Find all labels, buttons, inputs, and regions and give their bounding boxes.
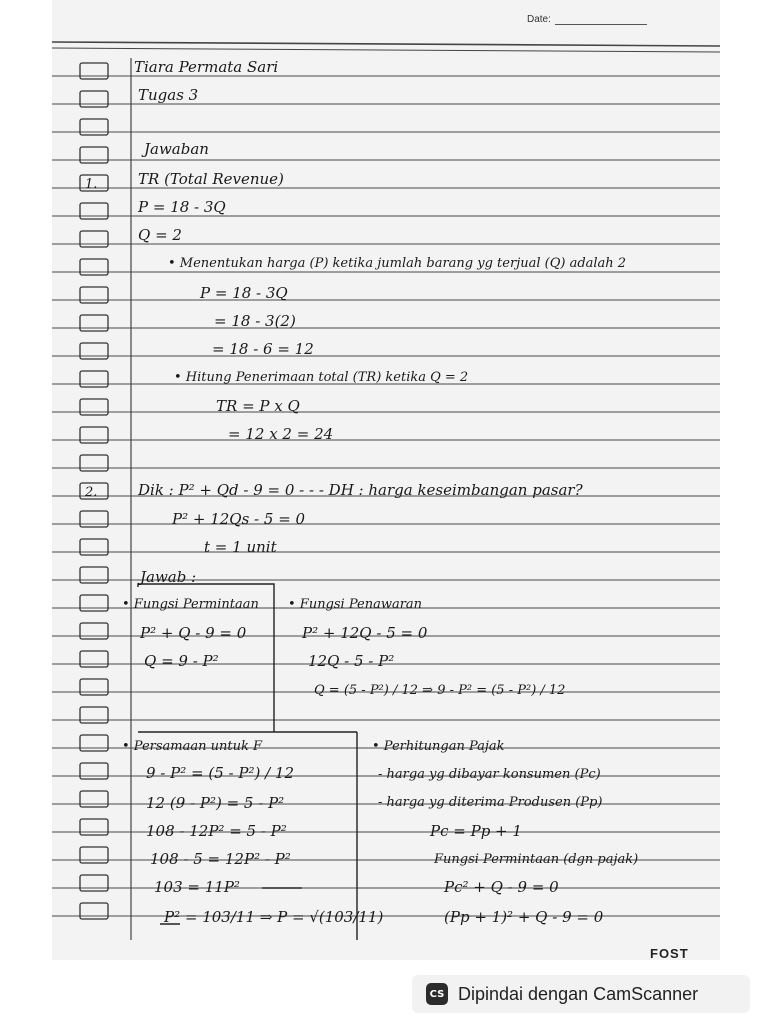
camscanner-label: Dipindai dengan CamScanner bbox=[458, 983, 699, 1004]
price-step-heading: • Menentukan harga (P) ketika jumlah barang yg terjual (Q) adalah 2 bbox=[168, 256, 627, 271]
demand-with-tax-eq: Pc² + Q - 9 = 0 bbox=[444, 878, 559, 896]
demand-function-heading: • Fungsi Permintaan bbox=[122, 597, 259, 612]
supply-function-step: 12Q - 5 - P² bbox=[308, 652, 395, 670]
item-number-2: 2. bbox=[85, 485, 98, 500]
date-line bbox=[555, 24, 647, 25]
producer-price-note: - harga yg diterima Produsen (Pp) bbox=[378, 795, 603, 810]
equation-f-step-2: 12 (9 - P²) = 5 - P² bbox=[146, 794, 285, 812]
tr-heading: TR (Total Revenue) bbox=[138, 170, 284, 188]
tr-result: = 12 x 2 = 24 bbox=[228, 425, 334, 443]
equation-f-step-3: 108 - 12P² = 5 - P² bbox=[146, 822, 287, 840]
demand-with-tax-sub: (Pp + 1)² + Q - 9 = 0 bbox=[444, 908, 604, 926]
tr-formula: TR = P x Q bbox=[216, 397, 300, 415]
supply-given: P² + 12Qs - 5 = 0 bbox=[172, 510, 306, 528]
notebook-page bbox=[52, 0, 720, 960]
date-label: Date: bbox=[527, 14, 551, 25]
student-name: Tiara Permata Sari bbox=[134, 58, 279, 76]
item-number-1: 1. bbox=[85, 177, 98, 192]
demand-function-q: Q = 9 - P² bbox=[144, 652, 219, 670]
equation-f-step-6: P² = 103/11 ⇒ P = √(103/11) bbox=[164, 908, 384, 926]
price-calc-3: = 18 - 6 = 12 bbox=[212, 340, 314, 358]
equation-f-step-1: 9 - P² = (5 - P²) / 12 bbox=[146, 764, 294, 782]
demand-function-eq: P² + Q - 9 = 0 bbox=[140, 624, 247, 642]
quantity-value: Q = 2 bbox=[138, 226, 182, 244]
assignment-title: Tugas 3 bbox=[138, 86, 199, 104]
equation-f-step-5: 103 = 11P² bbox=[154, 878, 240, 896]
tax-heading: • Perhitungan Pajak bbox=[372, 739, 505, 754]
supply-function-q: Q = (5 - P²) / 12 ⇒ 9 - P² = (5 - P²) / 12 bbox=[314, 683, 566, 698]
equation-f-heading: • Persamaan untuk F bbox=[122, 739, 262, 754]
notebook-brand-mark: FOST bbox=[650, 946, 689, 960]
price-calc-2: = 18 - 3(2) bbox=[214, 312, 296, 330]
given-statement: Dik : P² + Qd - 9 = 0 - - - DH : harga keseimbangan pasar? bbox=[138, 481, 583, 499]
supply-function-eq: P² + 12Q - 5 = 0 bbox=[302, 624, 428, 642]
demand-with-tax-heading: Fungsi Permintaan (dgn pajak) bbox=[434, 852, 639, 867]
camscanner-icon: CS bbox=[426, 983, 448, 1005]
price-calc-1: P = 18 - 3Q bbox=[200, 284, 288, 302]
consumer-price-note: - harga yg dibayar konsumen (Pc) bbox=[378, 767, 601, 782]
answer-heading: Jawaban bbox=[144, 140, 209, 158]
tr-step-heading: • Hitung Penerimaan total (TR) ketika Q = 2 bbox=[174, 370, 469, 385]
equation-f-step-4: 108 - 5 = 12P² - P² bbox=[150, 850, 291, 868]
camscanner-watermark bbox=[412, 975, 750, 1013]
demand-equation: P = 18 - 3Q bbox=[138, 198, 226, 216]
tax-price-relation: Pc = Pp + 1 bbox=[430, 822, 522, 840]
tax-given: t = 1 unit bbox=[204, 538, 277, 556]
supply-function-heading: • Fungsi Penawaran bbox=[288, 597, 423, 612]
jawab-heading: Jawab : bbox=[140, 568, 197, 586]
